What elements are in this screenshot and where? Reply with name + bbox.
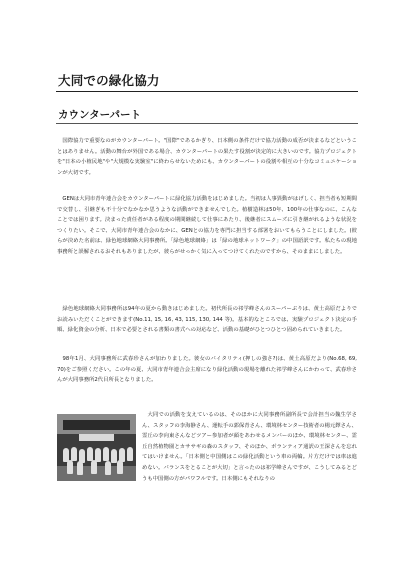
paragraph-1: 国際協力で重要なのがカウンターパート。"国際"であるかぎり、日本側の条件だけで協力活動の成否が決まるなどということはありません。活動の舞台が外国である場合、カウンターパートの果たす役割が決定的に大きいのです。協力プロジェクトを"日本の小植民地"や"大規模な実験室"に終わらせないためにも、カウンターパートの役割や相互の十分なコミュニケーションが大切です。 <box>57 138 357 176</box>
section-divider <box>56 123 358 124</box>
paragraph-2: GENは大同市青年連合会をカウンターパートに緑化協力活動をはじめました。当初は人事異動がはげしく、担当者も短期間で交替し、引継ぎも不十分でなかなか思うような活動ができませんでした。植樹造林は50年、100年の仕事なのに、こんなことでは困ります。決まった責任者がある程度の期間継続して仕事にあたり、後継者にスムーズに引き継がれるような状況をつくりたい。そこで、大同市青年連合会のなかに、GENとの協力を専門に担当する部署をおいてもらうことにしました。(彼らが決めた名前は、緑色地球網絡大同事務所。「緑色地球網絡」は「緑の地球ネットワーク」の中国語訳です。私たちの現地事務所と誤解されるおそれもありましたが、彼らがせっかく気に入ってつけてくれたのですから、そのままにしました。 <box>57 196 357 255</box>
paragraph-4: 98年1月、大同事務所に武春珍さんが加わりました。彼女のバイタリティ(押しの強さ?)は、黄土高原だより(No.68, 69, 70)をご参照ください。この年の夏、大同市青年連合会主席になり緑化活動の現場を離れた祁学峰さんにかわって、武春珍さんが大同事務所2代目所長となりました。 <box>57 356 357 384</box>
paragraph-3: 緑色地球網絡大同事務所は94年の夏から動きはじめました。初代所長の祁学峰さんのスーパーぶりは、黄土高原だよりでお読みいただくことができます(No.11, 15, 16, 43, 115, 130, 144 等)。基本的なところでは、実験プロジェクト決定の手順、緑化資金の分析、日本で必要とされる書類の書式への対応など、活動の基礎がひとつひとつ固められていきました。 <box>57 306 357 334</box>
title-divider <box>56 91 358 92</box>
group-photo <box>57 414 136 481</box>
paragraph-5-block <box>57 410 357 560</box>
page-title: 大同での緑化協力 <box>58 73 160 88</box>
paragraph-5: 大同での活動を支えているのは、そのほかに大同事務所副所長で会計担当の魏生学さん、スタッフの李海静さん、運転手の郭保青さん、環境林センター技術者の楊元鐸さん、霊丘の李向東さんなどツアー参加者が顔をあわせるメンバーのほか、環境林センター、霊丘自然植物園とカササギの森のスタッフ、そのほか、ボランティア通訳の王深さんを忘れてはいけません。「日本側と中国側はこの緑化活動という車の両輪。片方だけでは車は進めない。バランスをとることが大切」と言ったのは祁学峰さんですが、こうしてみるとどうも中国側の方がパワフルです。日本側にもそれなりの <box>142 412 357 482</box>
section-heading: カウンターパート <box>58 109 142 121</box>
